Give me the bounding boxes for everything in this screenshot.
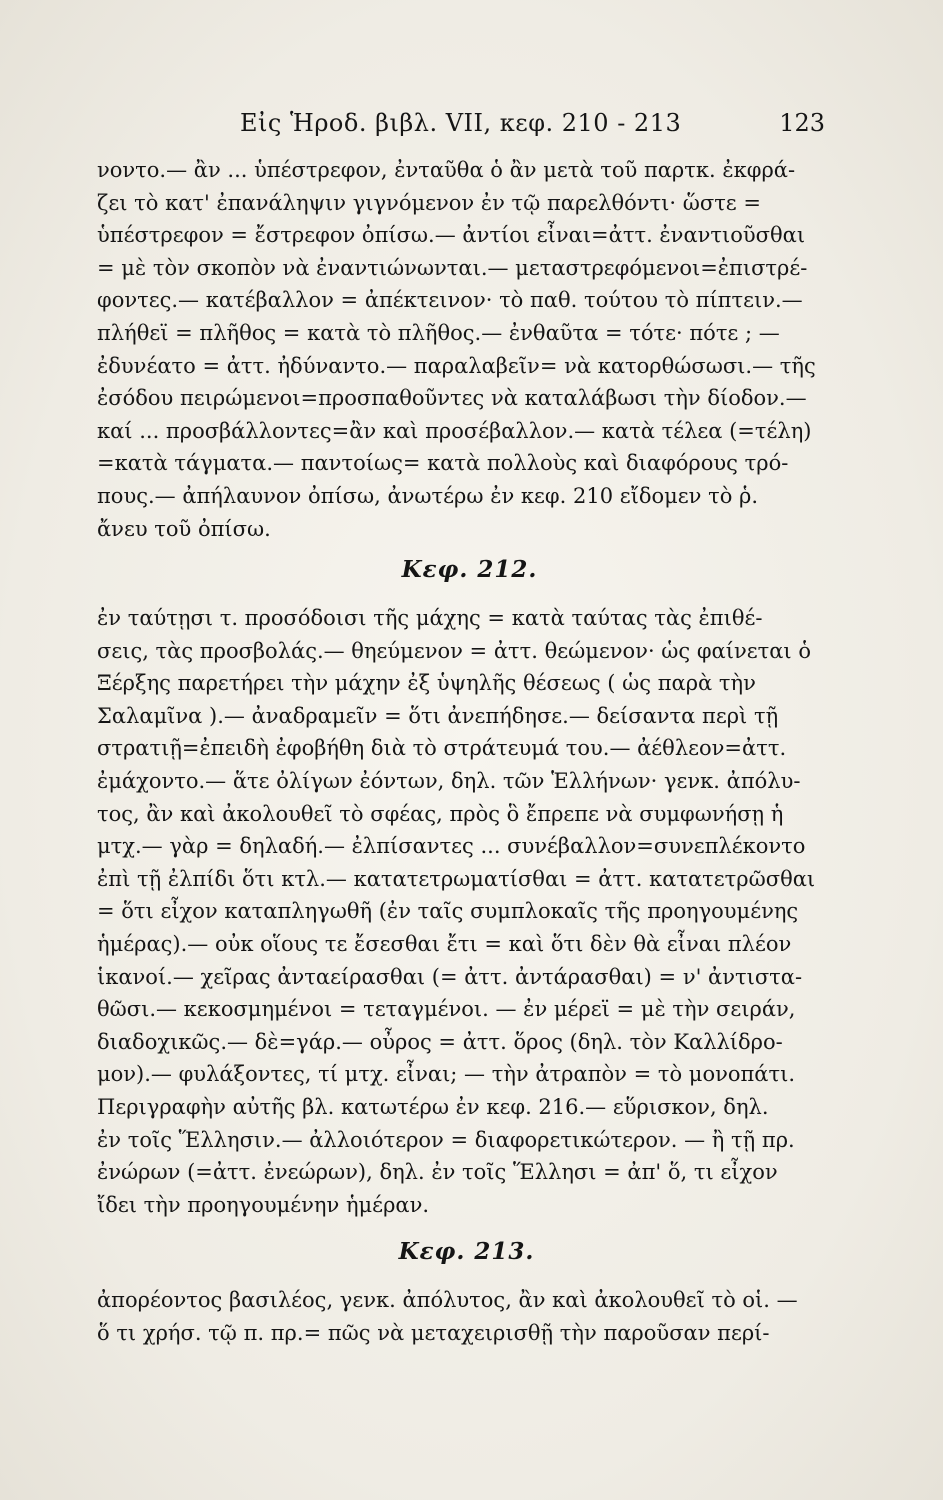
text-line: σεις, τὰς προσβολάς.— θηεύμενον = ἀττ. θεώμενον· ὡς φαίνεται ὁ xyxy=(97,638,811,663)
header-title: Εἰς Ἡροδ. βιβλ. VII, κεφ. 210 - 213 xyxy=(240,109,682,137)
chapter-heading-212: Κεφ. 212. xyxy=(401,556,538,583)
text-line: ἀπορέοντος βασιλέος, γενκ. ἀπόλυτος, ἂν καὶ ἀκολουθεῖ τὸ οἱ. — xyxy=(97,1288,798,1312)
text-line: ἡμέρας).— οὐκ οἵους τε ἔσεσθαι ἔτι = καὶ ὅτι δὲν θὰ εἶναι πλέον xyxy=(97,931,792,956)
text-line: ἐν ταύτῃσι τ. προσόδοισι τῆς μάχης = κατὰ ταύτας τὰς ἐπιθέ- xyxy=(97,606,763,630)
text-line: ἐμάχοντο.— ἅτε ὀλίγων ἐόντων, δηλ. τῶν Ἑλλήνων· γενκ. ἀπόλυ- xyxy=(97,768,801,793)
text-line: μτχ.— γὰρ = δηλαδή.— ἐλπίσαντες ... συνέβαλλον=συνεπλέκοντο xyxy=(97,834,806,859)
page-number: 123 xyxy=(779,109,825,137)
text-line: ἱκανοί.— χεῖρας ἀνταείρασθαι (= ἀττ. ἀντάρασθαι) = ν' ἀντιστα- xyxy=(97,964,803,989)
text-line: ὑπέστρεφον = ἔστρεφον ὀπίσω.— ἀντίοι εἶναι=ἀττ. ἐναντιοῦσθαι xyxy=(97,223,806,248)
text-line: πους.— ἀπήλαυνον ὀπίσω, ἀνωτέρω ἐν κεφ. 210 εἴδομεν τὸ ῥ. xyxy=(97,483,759,508)
text-line: Ξέρξης παρετήρει τὴν μάχην ἐξ ὑψηλῆς θέσεως ( ὡς παρὰ τὴν xyxy=(97,671,756,696)
text-line: ἴδει τὴν προηγουμένην ἡμέραν. xyxy=(97,1192,430,1217)
text-line: ἐπὶ τῇ ἐλπίδι ὅτι κτλ.— κατατετρωματίσθαι = ἀττ. κατατετρῶσθαι xyxy=(97,866,816,891)
commentary-block-213 xyxy=(97,1284,835,1349)
text-line: ἐν τοῖς Ἕλλησιν.— ἀλλοιότερον = διαφορετικώτερον. — ἢ τῇ πρ. xyxy=(97,1127,795,1152)
text-line: ἐσόδου πειρώμενοι=προσπαθοῦντες νὰ καταλάβωσι τὴν δίοδον.— xyxy=(97,386,807,411)
text-line: Περιγραφὴν αὐτῆς βλ. κατωτέρω ἐν κεφ. 216.— εὕρισκον, δηλ. xyxy=(97,1094,769,1119)
text-line: Σαλαμῖνα ).— ἀναδραμεῖν = ὅτι ἀνεπήδησε.— δείσαντα περὶ τῇ xyxy=(97,703,779,728)
text-line: θῶσι.— κεκοσμημένοι = τεταγμένοι. — ἐν μέρεϊ = μὲ τὴν σειράν, xyxy=(97,997,796,1022)
commentary-block-211 xyxy=(97,154,835,545)
running-header xyxy=(240,103,825,143)
text-line: μον).— φυλάξοντες, τί μτχ. εἶναι; — τὴν ἀτραπὸν = τὸ μονοπάτι. xyxy=(97,1062,796,1087)
text-line: στρατιῇ=ἐπειδὴ ἐφοβήθη διὰ τὸ στράτευμά του.— ἀέθλεον=ἀττ. xyxy=(97,736,787,761)
chapter-heading-213: Κεφ. 213. xyxy=(398,1238,535,1265)
text-line: ζει τὸ κατ' ἐπανάληψιν γιγνόμενον ἐν τῷ παρελθόντι· ὥστε = xyxy=(97,190,761,215)
text-line: ὅ τι χρήσ. τῷ π. πρ.= πῶς νὰ μεταχειρισθῇ τὴν παροῦσαν περί- xyxy=(97,1320,770,1345)
text-line: νοντο.— ἂν ... ὑπέστρεφον, ἐνταῦθα ὁ ἂν μετὰ τοῦ παρτκ. ἐκφρά- xyxy=(97,158,796,182)
text-line: πλήθεϊ = πλῆθος = κατὰ τὸ πλῆθος.— ἐνθαῦτα = τότε· πότε ; — xyxy=(97,320,780,345)
text-line: = μὲ τὸν σκοπὸν νὰ ἐναντιώνωνται.— μεταστρεφόμενοι=ἐπιστρέ- xyxy=(97,255,808,280)
text-line: καί ... προσβάλλοντες=ἂν καὶ προσέβαλλον.— κατὰ τέλεα (=τέλη) xyxy=(97,418,812,443)
commentary-block-212 xyxy=(97,602,835,1221)
text-line: =κατὰ τάγματα.— παντοίως= κατὰ πολλοὺς καὶ διαφόρους τρό- xyxy=(97,451,789,476)
text-line: ἐνώρων (=ἀττ. ἐνεώρων), δηλ. ἐν τοῖς Ἕλλησι = ἀπ' ὅ, τι εἶχον xyxy=(97,1160,778,1185)
text-line: ἄνευ τοῦ ὀπίσω. xyxy=(97,516,271,541)
text-line: φοντες.— κατέβαλλον = ἀπέκτεινον· τὸ παθ. τούτου τὸ πίπτειν.— xyxy=(97,288,803,313)
text-line: = ὅτι εἶχον καταπληγωθῆ (ἐν ταῖς συμπλοκαῖς τῆς προηγουμένης xyxy=(97,899,799,924)
text-line: τος, ἂν καὶ ἀκολουθεῖ τὸ σφέας, πρὸς ὃ ἔπρεπε νὰ συμφωνήσῃ ἡ xyxy=(97,801,784,826)
text-line: ἐδυνέατο = ἀττ. ἠδύναντο.— παραλαβεῖν= νὰ κατορθώσωσι.— τῆς xyxy=(97,353,816,378)
text-line: διαδοχικῶς.— δὲ=γάρ.— οὖρος = ἀττ. ὅρος (δηλ. τὸν Καλλίδρο- xyxy=(97,1029,783,1054)
